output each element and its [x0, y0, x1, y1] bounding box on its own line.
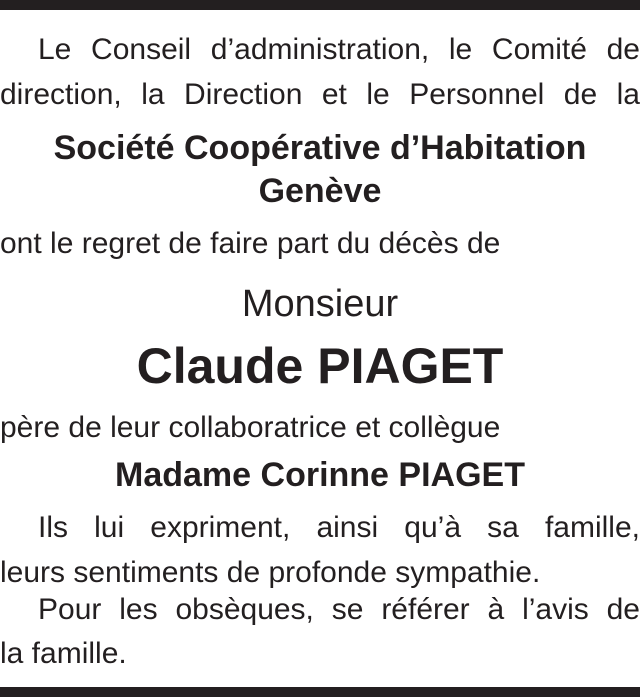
word: Pour [38, 593, 102, 626]
word: Le [38, 33, 72, 66]
word: de [563, 78, 598, 111]
word: le [366, 78, 390, 111]
word: et [321, 78, 347, 111]
word: de [606, 33, 640, 66]
word: Ils [38, 511, 68, 544]
word: Personnel [409, 78, 545, 111]
word: de [606, 593, 640, 626]
word: direction, [0, 78, 122, 111]
word: les [119, 593, 158, 626]
intro-line-2 [0, 77, 640, 113]
word: d’administration, [210, 33, 430, 66]
intro-line-1 [0, 32, 640, 68]
word: Conseil [91, 33, 192, 66]
word: à [487, 593, 505, 626]
word: ainsi [316, 511, 379, 544]
word: famille, [544, 511, 640, 544]
word: l’avis [522, 593, 589, 626]
organization-name: Société Coopérative d’Habitation [53, 129, 587, 167]
funeral-line-1 [0, 592, 640, 628]
announcement-text: ont le regret de faire part du décès de [0, 227, 501, 260]
sympathy-line-1 [0, 510, 640, 546]
top-border-rule [0, 0, 640, 10]
word: expriment, [150, 511, 291, 544]
word: la [141, 78, 165, 111]
deceased-name: Claude PIAGET [136, 338, 504, 394]
sympathy-line-2: leurs sentiments de profonde sympathie. [0, 556, 541, 589]
word: qu’à [404, 511, 461, 544]
word: sa [487, 511, 519, 544]
word: référer [381, 593, 470, 626]
colleague-name: Madame Corinne PIAGET [115, 456, 525, 494]
funeral-line-2: la famille. [0, 637, 127, 670]
word: Comité [491, 33, 587, 66]
word: le [448, 33, 473, 66]
honorific: Monsieur [241, 283, 399, 325]
relation-text: père de leur collaboratrice et collègue [0, 411, 501, 444]
word: obsèques, [175, 593, 314, 626]
organization-city: Genève [258, 172, 382, 210]
bottom-border-rule [0, 687, 640, 697]
word: Direction [184, 78, 303, 111]
word: lui [94, 511, 125, 544]
word: se [331, 593, 364, 626]
word: la [616, 78, 640, 111]
